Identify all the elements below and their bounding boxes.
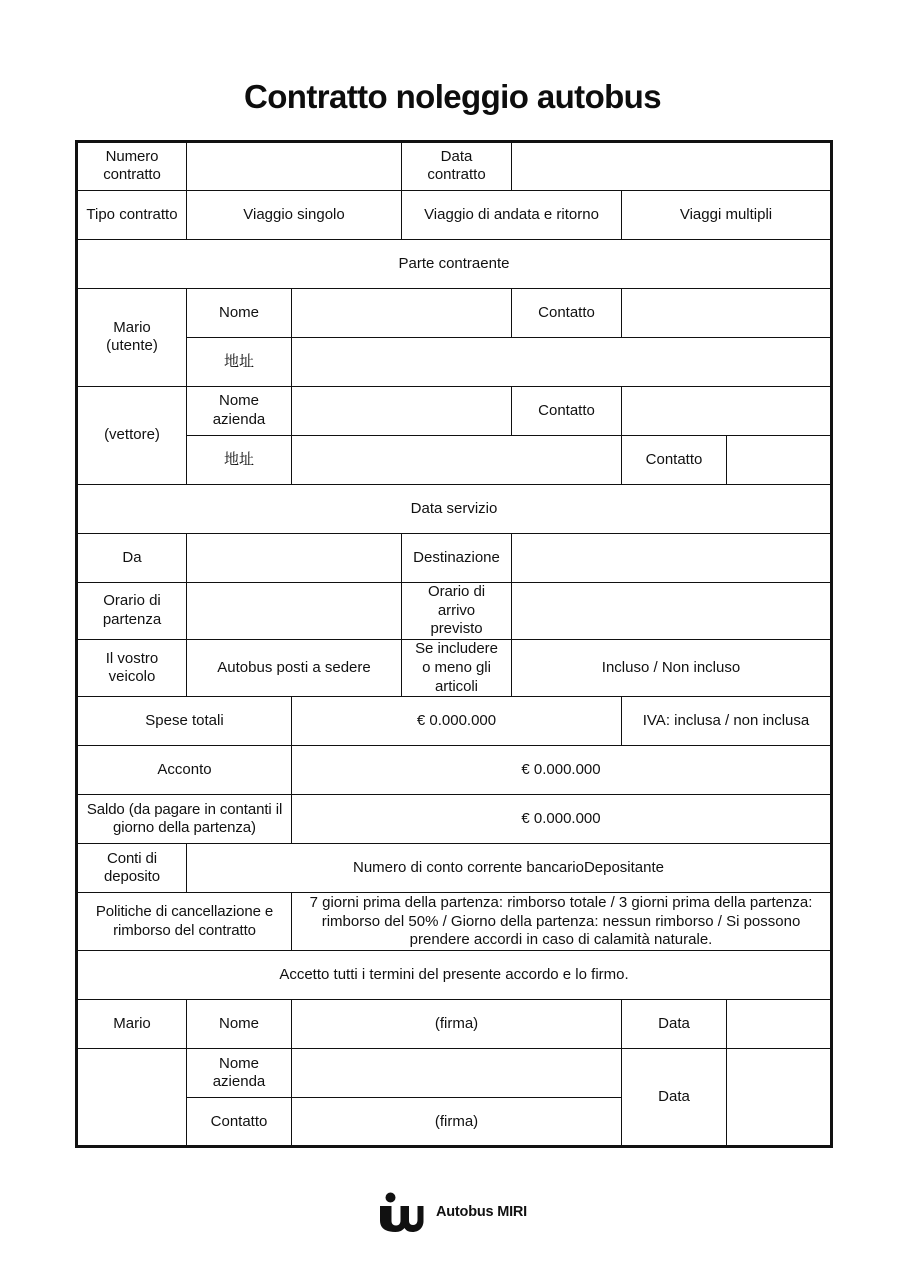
label-party-vettore: (vettore): [77, 386, 187, 484]
label-firma-vettore-data: Data: [622, 1049, 727, 1147]
label-firma-party-utente: Mario: [77, 1000, 187, 1049]
label-utente-indirizzo: 地址: [187, 337, 292, 386]
field-data-contratto[interactable]: [512, 141, 832, 190]
label-vettore-indirizzo: 地址: [187, 435, 292, 484]
field-firma-utente-data[interactable]: [727, 1000, 832, 1049]
field-firma-vettore-data[interactable]: [727, 1049, 832, 1147]
table-row-vettore-indirizzo: [77, 435, 832, 484]
table-row-vettore-azienda: [77, 386, 832, 435]
field-firma-vettore-azienda[interactable]: [292, 1049, 622, 1098]
label-acconto: Acconto: [77, 746, 292, 795]
field-da[interactable]: [187, 533, 402, 582]
table-row-acconto: [77, 746, 832, 795]
party-utente-line1: Mario: [113, 318, 151, 336]
table-row-numero-contratto: [77, 141, 832, 190]
field-politiche-cancellazione: 7 giorni prima della partenza: rimborso totale / 3 giorni prima della partenza: rimborso del 50% / Giorno della partenza: nessun rimborso / Si possono prendere accordi in caso di calamità naturale.: [292, 893, 832, 951]
label-orario-partenza: Orario di partenza: [77, 582, 187, 639]
label-veicolo: Il vostro veicolo: [77, 640, 187, 697]
option-viaggio-singolo[interactable]: Viaggio singolo: [187, 190, 402, 239]
field-conti-deposito[interactable]: Numero di conto corrente bancarioDepositante: [187, 844, 832, 893]
table-row-politiche: [77, 893, 832, 951]
party-utente-line2: (utente): [106, 337, 158, 355]
label-data-contratto: Data contratto: [402, 141, 512, 190]
field-utente-contatto[interactable]: [622, 288, 832, 337]
field-spese-totali[interactable]: € 0.000.000: [292, 697, 622, 746]
field-firma-utente[interactable]: (firma): [292, 1000, 622, 1049]
section-header-data-servizio: Data servizio: [77, 484, 832, 533]
label-firma-party-vettore: [77, 1049, 187, 1147]
field-acconto[interactable]: € 0.000.000: [292, 746, 832, 795]
iw-monogram-icon: [378, 1192, 424, 1232]
label-destinazione: Destinazione: [402, 533, 512, 582]
field-utente-nome[interactable]: [292, 288, 512, 337]
field-saldo[interactable]: € 0.000.000: [292, 795, 832, 844]
label-firma-vettore-contatto: Contatto: [187, 1098, 292, 1147]
option-andata-ritorno[interactable]: Viaggio di andata e ritorno: [402, 190, 622, 239]
label-conti-deposito: Conti di deposito: [77, 844, 187, 893]
field-veicolo[interactable]: Autobus posti a sedere: [187, 640, 402, 697]
contract-table: [75, 140, 833, 1149]
field-vettore-contatto-2[interactable]: [727, 435, 832, 484]
table-row-firma-vettore-azienda: [77, 1049, 832, 1098]
table-row-firma-utente: [77, 1000, 832, 1049]
table-row-conti-deposito: [77, 844, 832, 893]
field-vettore-contatto[interactable]: [622, 386, 832, 435]
footer-brand: [0, 1192, 905, 1232]
label-orario-arrivo: Orario di arrivo previsto: [402, 582, 512, 639]
table-row-tipo-contratto: [77, 190, 832, 239]
page-title: Contratto noleggio autobus: [243, 78, 661, 115]
table-row-section-firma: [77, 951, 832, 1000]
table-row-utente-nome: [77, 288, 832, 337]
label-politiche-cancellazione: Politiche di cancellazione e rimborso del contratto: [77, 893, 292, 951]
table-row-spese-totali: [77, 697, 832, 746]
label-tipo-contratto: Tipo contratto: [77, 190, 187, 239]
section-header-parte-contraente: Parte contraente: [77, 239, 832, 288]
label-utente-nome: Nome: [187, 288, 292, 337]
label-articoli: Se includere o meno gli articoli: [402, 640, 512, 697]
field-firma-vettore[interactable]: (firma): [292, 1098, 622, 1147]
option-viaggi-multipli[interactable]: Viaggi multipli: [622, 190, 832, 239]
field-orario-partenza[interactable]: [187, 582, 402, 639]
field-articoli[interactable]: Incluso / Non incluso: [512, 640, 832, 697]
label-numero-contratto: Numero contratto: [77, 141, 187, 190]
field-numero-contratto[interactable]: [187, 141, 402, 190]
field-vettore-nome-azienda[interactable]: [292, 386, 512, 435]
label-party-utente: [77, 288, 187, 386]
field-vettore-indirizzo[interactable]: [292, 435, 622, 484]
field-destinazione[interactable]: [512, 533, 832, 582]
field-orario-arrivo[interactable]: [512, 582, 832, 639]
brand-name: Autobus MIRI: [435, 1204, 528, 1220]
label-utente-contatto: Contatto: [512, 288, 622, 337]
table-row-section-data-servizio: [77, 484, 832, 533]
label-spese-totali: Spese totali: [77, 697, 292, 746]
label-firma-utente-data: Data: [622, 1000, 727, 1049]
label-vettore-contatto-2: Contatto: [622, 435, 727, 484]
table-row-orari: [77, 582, 832, 639]
field-iva[interactable]: IVA: inclusa / non inclusa: [622, 697, 832, 746]
table-row-section-parte-contraente: [77, 239, 832, 288]
section-header-accettazione: Accetto tutti i termini del presente accordo e lo firmo.: [77, 951, 832, 1000]
field-utente-indirizzo[interactable]: [292, 337, 832, 386]
table-row-utente-indirizzo: [77, 337, 832, 386]
label-vettore-nome-azienda: Nome azienda: [187, 386, 292, 435]
label-firma-vettore-azienda: Nome azienda: [187, 1049, 292, 1098]
contract-table-wrapper: [75, 140, 830, 1149]
table-row-saldo: [77, 795, 832, 844]
table-row-veicolo: [77, 640, 832, 697]
label-saldo: Saldo (da pagare in contanti il giorno della partenza): [77, 795, 292, 844]
label-da: Da: [77, 533, 187, 582]
label-vettore-contatto: Contatto: [512, 386, 622, 435]
table-row-da-destinazione: [77, 533, 832, 582]
label-firma-utente-nome: Nome: [187, 1000, 292, 1049]
